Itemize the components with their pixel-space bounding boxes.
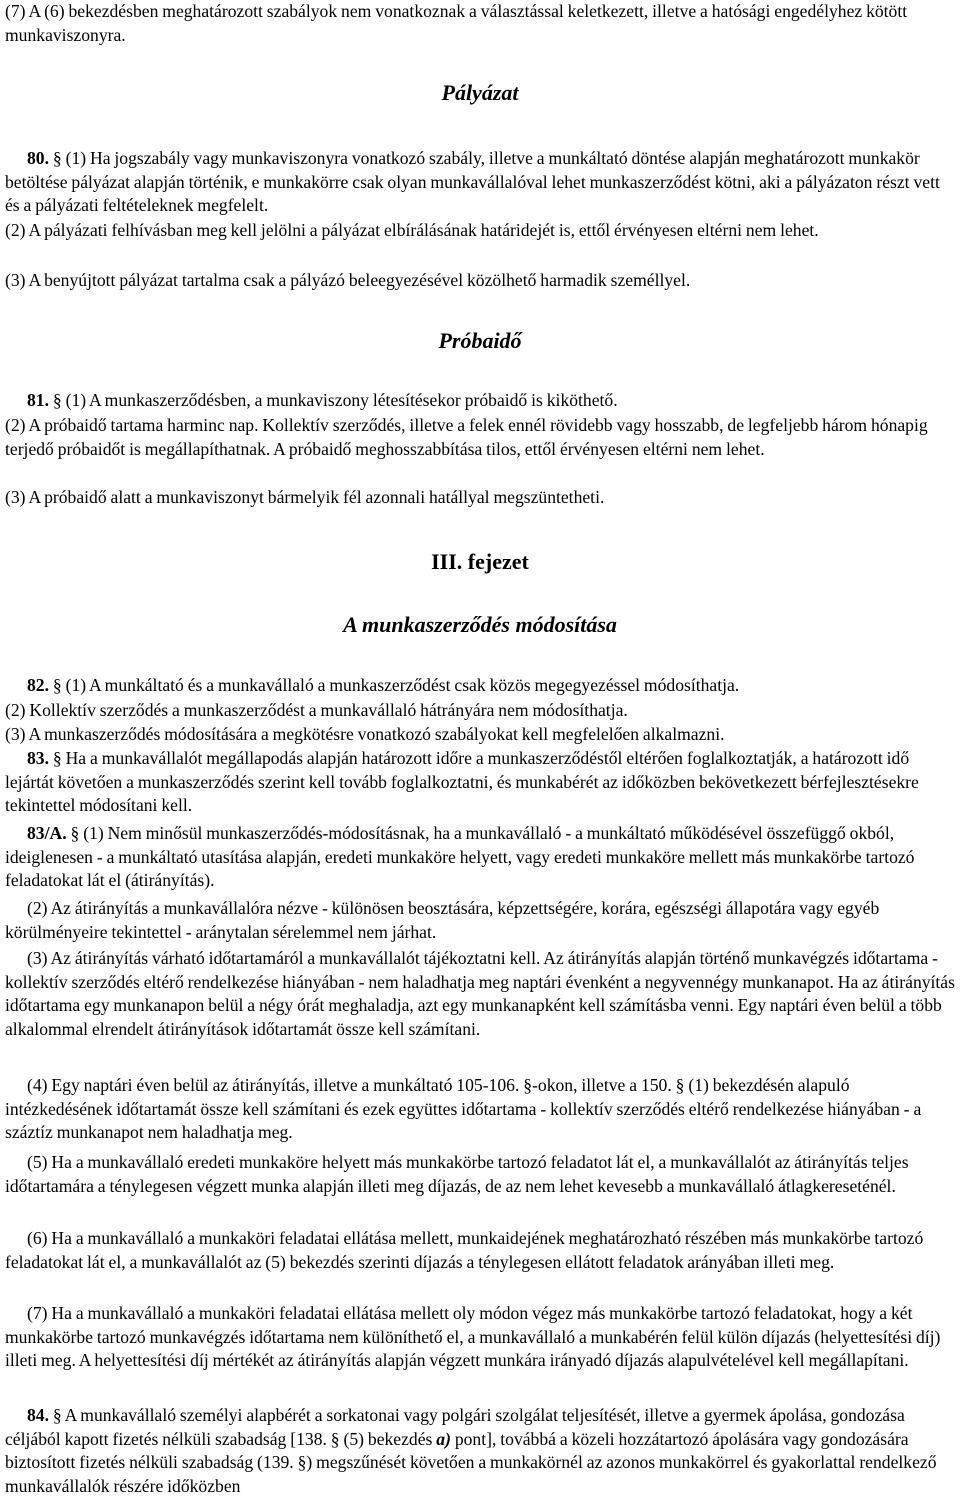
paragraph-text: § Ha a munkavállalót megállapodás alapján határozott időre a munkaszerződéstől eltérően foglalkoztatják, a határozott idő lejártát követően a munkaszerződés szerint kell tovább foglalkoztatni, és munkabérét az időközben bekövetkezett bérfejlesztésekre tekintettel módosítani kell. bbox=[5, 748, 919, 815]
section-80-paragraph-3: (3) A benyújtott pályázat tartalma csak a pályázó beleegyezésével közölhető harmadik személlyel. bbox=[5, 270, 691, 290]
section-83a-paragraph-5: (5) Ha a munkavállaló eredeti munkaköre helyett más munkakörbe tartozó feladatot lát el, a munkavállalót az átirányítás teljes időtartamára a ténylegesen végzett munka alapján illeti meg díjazás, de az nem lehet kevesebb a munkavállaló átlagkereseténél. bbox=[5, 1152, 909, 1196]
section-81-paragraph-1 bbox=[5, 389, 955, 413]
section-number: 80. bbox=[27, 148, 49, 168]
section-82-paragraph-2: (2) Kollektív szerződés a munkaszerződést a munkavállaló hátrányára nem módosíthatja. bbox=[5, 700, 628, 720]
paragraph-text: § A munkavállaló személyi alapbérét a sorkatonai vagy polgári szolgálat teljesítését, illetve a gyermek ápolása, gondozása céljából kapott fizetés nélküli szabadság [138. § (5) bekezdés bbox=[5, 1405, 905, 1449]
section-83a-paragraph-3: (3) Az átirányítás várható időtartamáról a munkavállalót tájékoztatni kell. Az átirányítás alapján történő munkavégzés időtartama - kollektív szerződés eltérő rendelkezése hiányában - nem haladhatja meg naptári évenként a negyvennégy munkanapot. Ha az átirányítás időtartama egy munkanapon belül a négy órát meghaladja, azt egy munkanapként kell számításba venni. Egy naptári éven belül a több alkalommal elrendelt átirányítások időtartamát össze kell számítani. bbox=[5, 948, 955, 1039]
section-84-paragraph-1 bbox=[5, 1404, 955, 1498]
section-number: 82. bbox=[27, 675, 49, 695]
section-83a-paragraph-7: (7) Ha a munkavállaló a munkaköri feladatai ellátása mellett oly módon végez más munkakörbe tartozó feladatokat, hogy a két munkakörbe tartozó munkavégzés időtartama nem különíthető el, a munkavállaló a munkabérén felül külön díjazás (helyettesítési díj) illeti meg. A helyettesítési díj mértékét az átirányítás alapján végzett munkára irányadó díjazás alapulvételével kell megállapítani. bbox=[5, 1303, 941, 1370]
section-83a-paragraph-6: (6) Ha a munkavállaló a munkaköri feladatai ellátása mellett, munkaidejének meghatározható részében más munkakörbe tartozó feladatokat lát el, a munkavállalót az (5) bekezdés szerinti díjazás a ténylegesen ellátott feladatok arányában illeti meg. bbox=[5, 1228, 924, 1272]
point-label: a) bbox=[436, 1428, 451, 1449]
section-82-paragraph-3: (3) A munkaszerződés módosítására a megkötésre vonatkozó szabályokat kell megfelelően alkalmazni. bbox=[5, 724, 725, 744]
section-number: 81. bbox=[27, 390, 49, 410]
section-number: 84. bbox=[27, 1405, 49, 1425]
heading-probaido: Próbaidő bbox=[438, 328, 522, 353]
paragraph-text: § (1) Nem minősül munkaszerződés-módosításnak, ha a munkavállaló - a munkáltató működésével összefüggő okból, ideiglenesen - a munkáltató utasítása alapján, eredeti munkaköre helyett, vagy eredeti munkaköre mellett más munkakörbe tartozó feladatokat lát el (átirányítás). bbox=[5, 823, 915, 890]
heading-chapter-3: III. fejezet bbox=[431, 549, 529, 574]
section-number: 83. bbox=[27, 748, 49, 768]
heading-palyazat: Pályázat bbox=[441, 80, 519, 105]
paragraph-text: § (1) A munkáltató és a munkavállaló a munkaszerződést csak közös megegyezéssel módosíthatja. bbox=[49, 675, 740, 695]
section-81-paragraph-3: (3) A próbaidő alatt a munkaviszonyt bármelyik fél azonnali hatállyal megszüntetheti. bbox=[5, 487, 605, 507]
section-83a-paragraph-4: (4) Egy naptári éven belül az átirányítás, illetve a munkáltató 105-106. §-okon, illetve a 150. § (1) bekezdésén alapuló intézkedésének időtartamát össze kell számítani és ezek együttes időtartama - kollektív szerződés eltérő rendelkezése hiányában - a száztíz munkanapot nem haladhatja meg. bbox=[5, 1075, 922, 1142]
section-80-paragraph-2: (2) A pályázati felhívásban meg kell jelölni a pályázat elbírálásának határidejét is, ettől érvényesen eltérni nem lehet. bbox=[5, 220, 819, 240]
paragraph-text: § (1) Ha jogszabály vagy munkaviszonyra vonatkozó szabály, illetve a munkáltató döntése alapján meghatározott munkakör betöltése pályázat alapján történik, e munkakörre csak olyan munkavállalóval lehet munkaszerződést kötni, aki a pályázaton részt vett és a pályázati feltételeknek megfelelt. bbox=[5, 148, 940, 215]
section-80-paragraph-1 bbox=[5, 147, 955, 218]
section-82-paragraph-1 bbox=[5, 674, 955, 698]
paragraph-text: § (1) A munkaszerződésben, a munkaviszony létesítésekor próbaidő is kiköthető. bbox=[49, 390, 618, 410]
section-83a-paragraph-1 bbox=[5, 822, 955, 893]
section-83a-paragraph-2: (2) Az átirányítás a munkavállalóra nézve - különösen beosztására, képzettségére, korára, egészségi állapotára vagy egyéb körülményeire tekintettel - aránytalan sérelemmel nem járhat. bbox=[5, 898, 880, 942]
paragraph-80-7: (7) A (6) bekezdésben meghatározott szabályok nem vonatkoznak a választással keletkezett, illetve a hatósági engedélyhez kötött munkaviszonyra. bbox=[5, 1, 908, 45]
heading-munkaszerzodes-modositasa: A munkaszerződés módosítása bbox=[343, 612, 617, 637]
section-81-paragraph-2: (2) A próbaidő tartama harminc nap. Kollektív szerződés, illetve a felek ennél rövidebb vagy hosszabb, de legfeljebb három hónapig terjedő próbaidőt is megállapíthatnak. A próbaidő meghosszabbítása tilos, ettől érvényesen eltérni nem lehet. bbox=[5, 415, 928, 459]
section-number: 83/A. bbox=[27, 823, 67, 843]
paragraph-text: pont], továbbá a közeli hozzátartozó ápolására vagy gondozására biztosított fizetés nélküli szabadság (139. §) megszűnését követően a munkakörnél az azonos munkakörrel és gyakorlattal rendelkező munkavállalók részére időközben bbox=[5, 1428, 937, 1496]
section-83-paragraph-1 bbox=[5, 747, 955, 818]
